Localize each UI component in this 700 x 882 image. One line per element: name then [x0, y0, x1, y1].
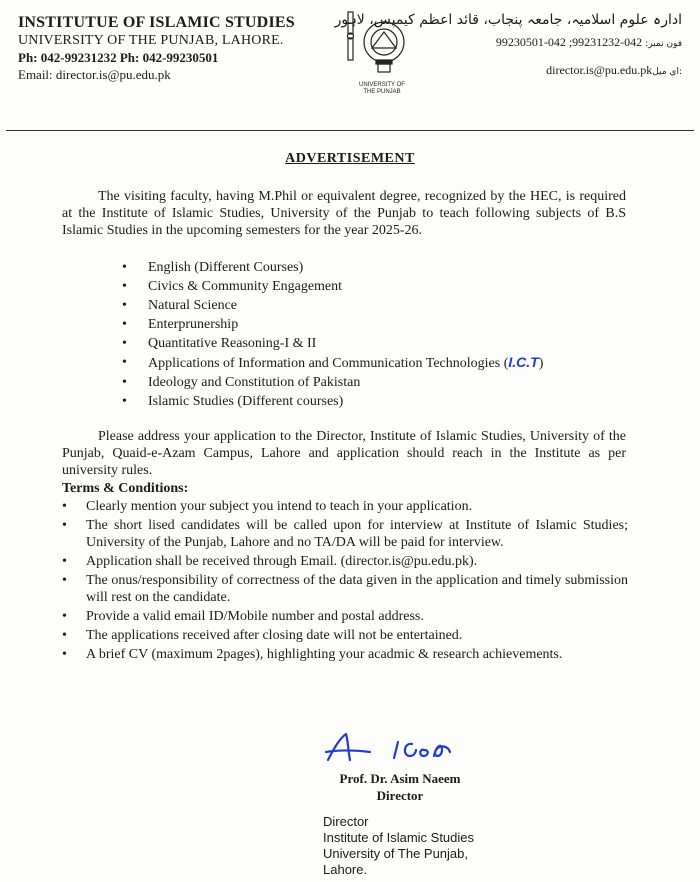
urdu-phone-line	[422, 34, 682, 52]
svg-text:THE PUNJAB: THE PUNJAB	[363, 89, 401, 95]
advertisement-title: ADVERTISEMENT	[285, 151, 415, 166]
header-right	[334, 10, 682, 80]
signatory-block	[330, 770, 470, 804]
urdu-phone-label: فون نمبر:	[645, 39, 682, 49]
ict-subject-text: Applications of Information and Communication Technologies (	[148, 356, 509, 371]
list-item: • A brief CV (maximum 2pages), highlighting your acadmic & research achievements.	[62, 646, 628, 663]
urdu-email-line	[422, 62, 682, 80]
signatory-title: Director	[376, 788, 424, 803]
list-item: • Provide a valid email ID/Mobile number and postal address.	[62, 608, 628, 625]
header-divider	[6, 130, 694, 131]
ict-close: )	[538, 356, 544, 371]
address-text: Please address your application to the Director, Institute of Islamic Studies, University of the Punjab, Quaid-e-Azam Campus, Lahore and application should reach in the Institute as per university rules.	[62, 429, 626, 478]
intro-paragraph	[62, 188, 626, 239]
stamp-line: University of The Punjab,	[323, 846, 468, 861]
email-address: Email: director.is@pu.edu.pk	[18, 67, 171, 82]
signatory-name: Prof. Dr. Asim Naeem	[339, 771, 461, 786]
urdu-institute-name: ادارہ علوم اسلامیہ، جامعہ پنجاب، قائد اعظم کیمپس، لاہور	[334, 12, 682, 28]
list-item: • Natural Science	[122, 296, 543, 315]
urdu-phone-numbers: 042-99231232; 042-99230501	[495, 35, 643, 49]
urdu-email-address: director.is@pu.edu.pk	[546, 63, 653, 77]
list-item: • The short lised candidates will be called upon for interview at Institute of Islamic Studies; University of the Punjab, Lahore and no TA/DA will be paid for interview.	[62, 517, 628, 551]
list-item: • The onus/responsibility of correctness of the data given in the application and timely submission will rest on the candidate.	[62, 572, 628, 606]
subjects-list	[122, 258, 543, 411]
list-item: • Clearly mention your subject you intend to teach in your application.	[62, 498, 628, 515]
header-left	[18, 14, 348, 83]
phone-numbers: Ph: 042-99231232 Ph: 042-99230501	[18, 50, 219, 65]
urdu-email-label: ای میل:	[652, 67, 682, 77]
terms-heading: Terms & Conditions:	[62, 481, 189, 496]
handwritten-signature	[324, 730, 494, 768]
director-stamp	[323, 814, 474, 878]
list-item: • Application shall be received through Email. (director.is@pu.edu.pk).	[62, 553, 628, 570]
intro-text: The visiting faculty, having M.Phil or equivalent degree, recognized by the HEC, is required at the Institute of Islamic Studies, University of the Punjab to teach following subjects of B.S Islamic Studies in the upcoming semesters for the year 2025-26.	[62, 189, 626, 238]
ict-handwritten: I.C.T	[508, 354, 539, 370]
list-item: • English (Different Courses)	[122, 258, 543, 277]
svg-text:UNIVERSITY OF: UNIVERSITY OF	[359, 82, 405, 88]
list-item: • Islamic Studies (Different courses)	[122, 392, 543, 411]
list-item: • Ideology and Constitution of Pakistan	[122, 373, 543, 392]
address-paragraph	[62, 428, 626, 479]
stamp-line: Director	[323, 814, 369, 829]
list-item: • Quantitative Reasoning-I & II	[122, 334, 543, 353]
list-item: • Civics & Community Engagement	[122, 277, 543, 296]
terms-list	[62, 498, 628, 665]
stamp-line: Institute of Islamic Studies	[323, 830, 475, 845]
list-item: • Enterprunership	[122, 315, 543, 334]
university-name: UNIVERSITY OF THE PUNJAB, LAHORE.	[18, 33, 284, 48]
list-item: • The applications received after closing date will not be entertained.	[62, 627, 628, 644]
institute-name: INSTITUTUE OF ISLAMIC STUDIES	[18, 14, 295, 31]
list-item	[122, 353, 543, 373]
stamp-line: Lahore.	[323, 862, 368, 877]
